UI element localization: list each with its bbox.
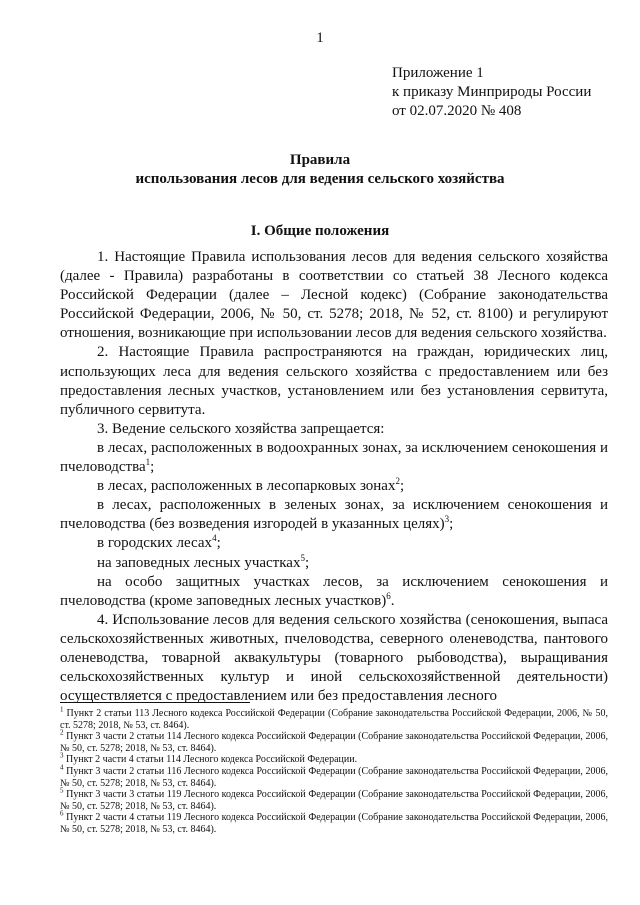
footnote-text: Пункт 3 части 3 статьи 119 Лесного кодекса Российской Федерации (Собрание законодательства Российской Федерации, 2006, № 50, ст. 5278; 2018, № 53, ст. 8464). (60, 789, 609, 812)
page-number: 1 (316, 30, 324, 46)
footnote-ref: 1 (145, 457, 151, 468)
item-text: в лесах, расположенных в зеленых зонах, за исключением сенокошения и пчеловодства (без возведения изгородей в указанных целях) (60, 497, 608, 533)
section-heading: I. Общие положения (250, 223, 390, 239)
footnote (60, 728, 609, 754)
prohibition-item (60, 439, 608, 477)
footnote-number: 5 (60, 786, 64, 795)
footnote-ref: 6 (386, 590, 391, 601)
prohibition-item (60, 534, 608, 553)
footnote-ref: 2 (395, 476, 400, 487)
prohibition-item (60, 496, 608, 534)
appendix-line-2: к приказу Минприроды России (392, 84, 592, 100)
paragraph-3: 3. Ведение сельского хозяйства запрещается: (97, 420, 385, 437)
footnote-text: Пункт 3 части 2 статьи 116 Лесного кодекса Российской Федерации (Собрание законодательства Российской Федерации, 2006, № 50, ст. 5278; 2018, № 53, ст. 8464). (60, 765, 609, 789)
item-tail: ; (150, 459, 155, 476)
footnote-number: 2 (60, 728, 64, 737)
paragraph-1: 1. Настоящие Правила использования лесов для ведения сельского хозяйства (далее - Правила) разработаны в соответствии со статьей 38 Лесного кодекса Российской Федерации (далее – Лесной кодекс) (Собрание законодательства Российской Федерации, 2006, № 50, ст. 5278; 2018, № 52, ст. 8100) и регулируют отношения, возникающие при использовании лесов для ведения сельского хозяйства. (60, 249, 608, 342)
footnote (60, 812, 608, 835)
item-tail: ; (304, 554, 310, 571)
prohibition-item (60, 477, 608, 496)
appendix-line-3: от 02.07.2020 № 408 (392, 103, 522, 119)
footnote-text: Пункт 2 части 4 статьи 114 Лесного кодекса Российской Федерации. (66, 754, 358, 766)
footnote (60, 786, 609, 812)
footnote-number: 1 (60, 705, 64, 714)
footnote (60, 763, 609, 789)
item-text: в лесах, расположенных в лесопарковых зонах (97, 478, 396, 495)
footnote (60, 754, 608, 766)
document-title: Правила (289, 152, 351, 168)
item-tail: . (390, 592, 395, 609)
document-subtitle: использования лесов для ведения сельского хозяйства (135, 171, 505, 187)
prohibition-item (60, 554, 608, 573)
footnotes (60, 705, 609, 836)
footnote-ref: 5 (300, 552, 305, 563)
item-tail: ; (399, 478, 405, 495)
prohibition-item (60, 573, 608, 611)
paragraph-2: 2. Настоящие Правила распространяются на граждан, юридических лиц, использующих леса для ведения сельского хозяйства с предоставлением или без предоставления лесных участков, установлением или без установления сервитута, публичного сервитута. (60, 344, 608, 418)
item-tail: ; (449, 516, 454, 533)
footnote (60, 705, 608, 731)
paragraph-4: 4. Использование лесов для ведения сельского хозяйства (сенокошения, выпаса сельскохозяйственных животных, пчеловодства, северного оленеводства, пантового оленеводства, товарной аквакультуры (товарного рыбоводства), выращивания сельскохозяйственных культур и иной сельскохозяйственной деятельности) осуществляется с предоставлением или без предоставления лесного (60, 611, 608, 705)
footnote-ref: 3 (444, 514, 450, 525)
footnote-number: 4 (60, 763, 64, 772)
footnote-divider (60, 702, 250, 703)
item-text: на заповедных лесных участках (97, 554, 301, 571)
appendix-block (392, 64, 591, 121)
footnote-text: Пункт 2 статьи 113 Лесного кодекса Российской Федерации (Собрание законодательства Российской Федерации, 2006, № 50, ст. 5278; 2018, № 53, ст. 8464). (60, 708, 608, 731)
item-text: в городских лесах (97, 535, 213, 552)
footnote-number: 6 (60, 810, 64, 819)
footnote-ref: 4 (212, 533, 217, 544)
item-text: на особо защитных участках лесов, за исключением сенокошения и пчеловодства (кроме заповедных лесных участков) (60, 573, 608, 609)
footnote-text: Пункт 2 части 4 статьи 119 Лесного кодекса Российской Федерации (Собрание законодательства Российской Федерации, 2006, № 50, ст. 5278; 2018, № 53, ст. 8464). (60, 812, 609, 835)
footnote-number: 3 (60, 752, 64, 761)
appendix-line-1: Приложение 1 (392, 65, 484, 81)
item-tail: ; (216, 535, 221, 552)
document-body (60, 248, 608, 706)
item-text: в лесах, расположенных в водоохранных зонах, за исключением сенокошения и пчеловодства (60, 439, 608, 476)
footnote-text: Пункт 3 части 2 статьи 114 Лесного кодекса Российской Федерации (Собрание законодательства Российской Федерации, 2006, № 50, ст. 5278; 2018, № 53, ст. 8464). (60, 731, 609, 754)
